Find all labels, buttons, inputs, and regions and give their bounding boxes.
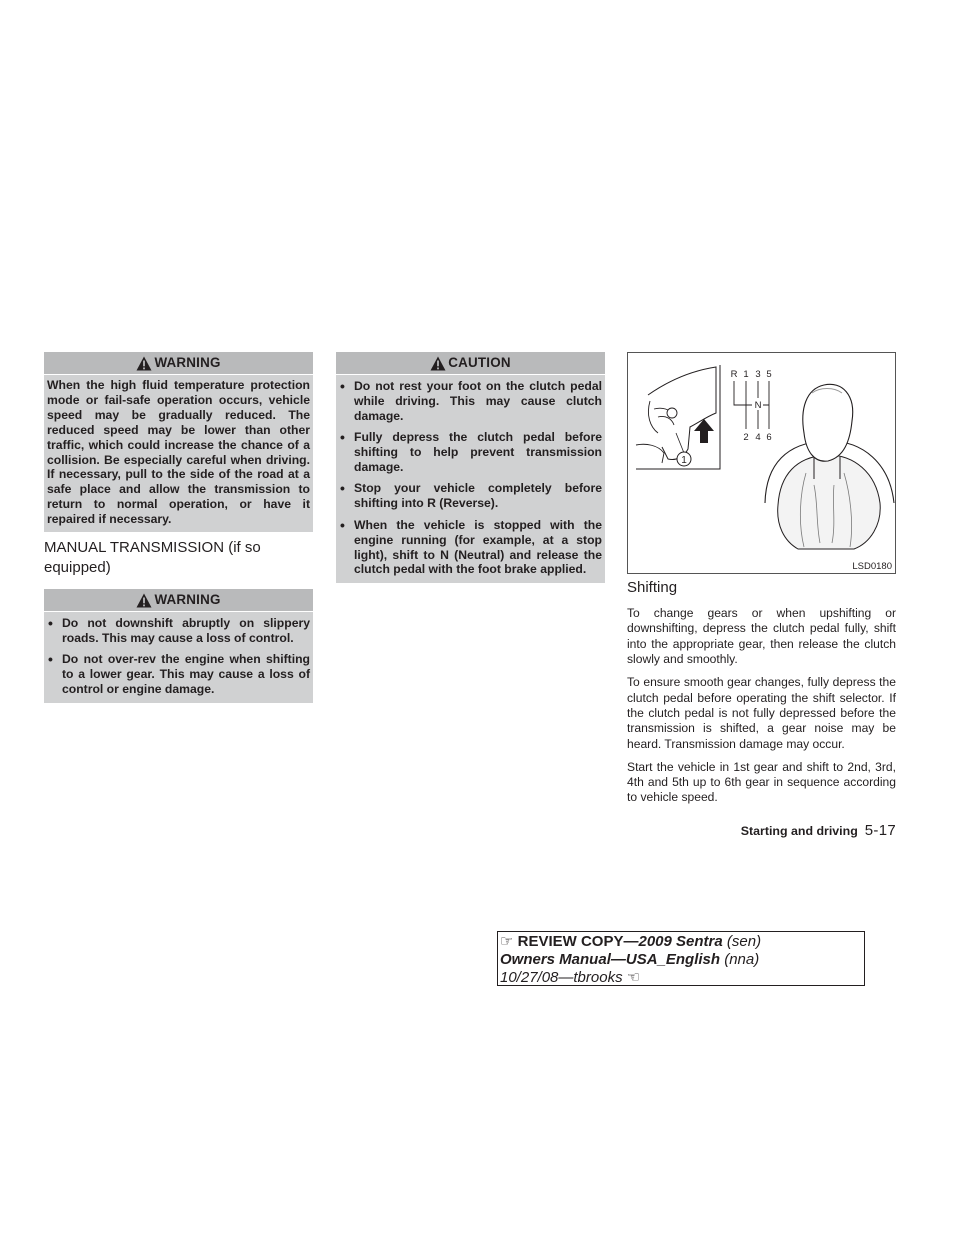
paragraph: To change gears or when upshifting or downshifting, depress the clutch pedal fully, shift into the appropriate gear, then release the clutch slowly and smoothly. xyxy=(627,606,896,667)
review-line-1 xyxy=(500,933,862,951)
warning-list-item: • Do not downshift abruptly on slippery roads. This may cause a loss of control. xyxy=(47,616,310,646)
warning-triangle-icon xyxy=(430,356,446,371)
review-label: REVIEW COPY— xyxy=(517,933,639,950)
warning-list-item: • Do not over-rev the engine when shifting to a lower gear. This may cause a loss of control or engine damage. xyxy=(47,652,310,697)
gear-label-n: N xyxy=(754,400,762,411)
warning-header xyxy=(44,352,313,375)
page-number: 5-17 xyxy=(864,822,896,839)
shift-knob-small xyxy=(667,408,677,418)
section-title-manual-transmission: MANUAL TRANSMISSION (if so equipped) xyxy=(44,539,261,576)
warning-triangle-icon xyxy=(136,593,152,608)
page-footer xyxy=(741,822,896,839)
shifting-body xyxy=(627,606,896,813)
review-line-3 xyxy=(500,969,862,987)
warning-list xyxy=(44,612,313,703)
caution-heading: CAUTION xyxy=(448,354,511,370)
caution-box xyxy=(336,352,605,583)
warning-header xyxy=(44,589,313,612)
caution-list-item: • Stop your vehicle completely before shifting into R (Reverse). xyxy=(339,481,602,511)
review-model-code: (sen) xyxy=(726,933,762,950)
review-manual-code: (nna) xyxy=(724,951,760,968)
caution-list-item: • Fully depress the clutch pedal before shifting to help prevent transmission damage. xyxy=(339,430,602,475)
review-line-2 xyxy=(500,951,862,969)
shift-pattern-figure xyxy=(627,352,896,574)
left-column xyxy=(44,352,313,703)
warning-box-temperature xyxy=(44,352,313,532)
caution-list-item: • When the vehicle is stopped with the engine running (for example, at a stop light), shift to N (Neutral) and release the clutch pedal with the foot brake applied. xyxy=(339,518,602,578)
footer-section: Starting and driving xyxy=(740,824,858,838)
pointing-hand-left-icon: ☜ xyxy=(626,969,641,986)
figure-id: LSD0180 xyxy=(852,561,892,572)
gear-label-6: 6 xyxy=(766,432,772,443)
review-manual: Owners Manual—USA_English xyxy=(500,951,721,968)
warning-heading: WARNING xyxy=(154,354,221,370)
caution-header xyxy=(336,352,605,375)
paragraph: Start the vehicle in 1st gear and shift to 2nd, 3rd, 4th and 5th up to 6th gear in sequence according to vehicle speed. xyxy=(627,759,896,805)
paragraph: To ensure smooth gear changes, fully depress the clutch pedal before operating the shift selector. If the clutch pedal is not fully depressed before the transmission is shifted, a gear noise may be heard. Transmission damage may occur. xyxy=(627,675,896,751)
gear-label-5: 5 xyxy=(766,369,772,380)
gear-label-4: 4 xyxy=(755,432,761,443)
caution-list-item: • Do not rest your foot on the clutch pedal while driving. This may cause clutch damage. xyxy=(339,379,602,424)
gear-label-r: R xyxy=(730,369,738,380)
review-copy-stamp xyxy=(497,931,865,986)
gear-label-2: 2 xyxy=(743,432,749,443)
shift-pattern-gate xyxy=(734,381,769,429)
gear-label-1: 1 xyxy=(743,369,749,380)
subsection-title-shifting: Shifting xyxy=(627,579,678,596)
warning-box-downshift xyxy=(44,589,313,703)
gear-label-3: 3 xyxy=(755,369,761,380)
warning-heading: WARNING xyxy=(154,591,221,607)
warning-body: When the high fluid temperature protection mode or fail-safe operation occurs, vehicle speed may be gradually reduced. The reduced speed may be lower than other traffic, which could increase the chance of a collision. Be especially careful when driving. If necessary, pull to the side of the road at a safe place and allow the transmission to return to normal operation, or have it repaired if necessary. xyxy=(47,378,310,527)
hand-outline xyxy=(648,367,716,460)
gear-shift-illustration xyxy=(628,353,895,573)
review-date-author: 10/27/08—tbrooks xyxy=(500,969,623,986)
shift-boot xyxy=(778,455,881,549)
pointing-hand-right-icon: ☞ xyxy=(500,933,514,950)
shift-knob xyxy=(803,384,853,461)
callout-number: 1 xyxy=(681,455,687,466)
caution-list xyxy=(336,375,605,583)
warning-triangle-icon xyxy=(136,356,152,371)
review-model: 2009 Sentra xyxy=(638,933,723,950)
middle-column xyxy=(336,352,605,583)
